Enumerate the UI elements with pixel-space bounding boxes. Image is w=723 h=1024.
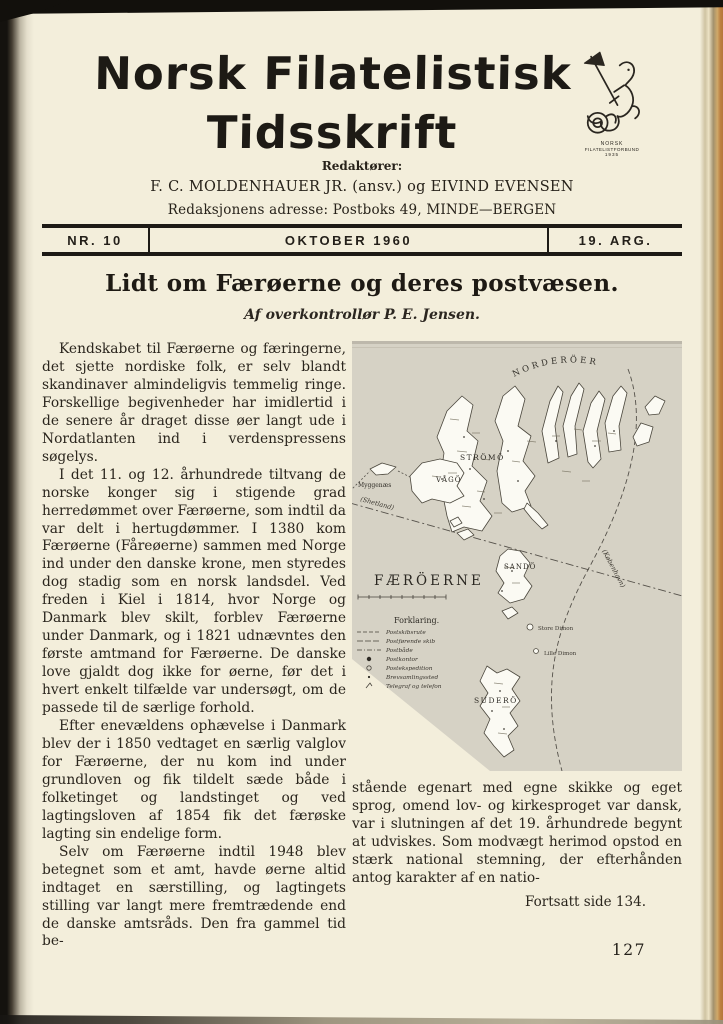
federation-emblem <box>562 50 662 157</box>
issue-date: OKTOBER 1960 <box>150 228 549 252</box>
issue-info-bar <box>42 224 682 256</box>
scan-edge-left <box>0 0 34 1024</box>
map-label-sudero: SUDERÖ <box>474 696 518 705</box>
map-label-vago: VÅGÖ <box>436 476 462 484</box>
issue-number: NR. 10 <box>42 228 150 252</box>
paragraph: Selv om Færøerne indtil 1948 blev betegnet som et amt, havde øerne altid indtaget en særstilling, og lagtingets stilling var langt mere fremtrædende end de danske amtsråds. Den fra gammel tid be- <box>42 843 346 950</box>
masthead-title-line2: Tidsskrift <box>206 106 458 159</box>
continued-on-page-note: Fortsatt side 134. <box>525 893 646 910</box>
legend-item-label: Postbåde <box>386 648 413 654</box>
map-legend-title: Forklaring. <box>394 616 440 625</box>
editors-names: F. C. MOLDENHAUER JR. (ansv.) og EIVIND EVENSEN <box>150 179 574 195</box>
page-number: 127 <box>611 941 646 959</box>
emblem-caption <box>562 142 662 157</box>
map-label-sando: SANDÖ <box>504 563 537 571</box>
paragraph: stående egenart med egne skikke og eget sprog, omend lov- og kirkesproget var dansk, var i slutningen af det 19. århundrede begynt at udviskes. Som modvægt herimod opstod en stærk national stemning, der efterhånden antog karakter af en natio- <box>352 780 682 886</box>
map-label-stromo: STRÖMÖ <box>460 453 505 462</box>
editors-label: Redaktører: <box>321 159 403 173</box>
paragraph: Kendskabet til Færøerne og færingerne, det sjette nordiske folk, er selv blandt skandinaver almindeligvis temmelig ringe. Forskellige begivenheder har imidlertid i de senere år draget disse øer langt ude i Nordatlanten ind i verdenspressens søgelys. <box>42 341 346 465</box>
scan-edge-bottom <box>0 1015 723 1024</box>
paragraph: I det 11. og 12. århundrede tiltvang de norske konger sig i stigende grad herredømmet over Færøerne, som indtil da var delt i hertugdømmer. I 1380 kom Færøerne (Fåreøerne) sammen med Norge ind under den danske krone, men styredes dog stadig som en norsk landsdel. Ved freden i Kiel i 1814, hvor Norge og Danmark blev skilt, forblev Færøerne under Danmark, og i 1821 udnævntes den første amtmand for Færøerne. De danske love gjaldt dog ikke for øerne, før det i hvert enkelt tilfælde var undersøgt, om de passede til de særlige forhold. <box>42 466 346 717</box>
issue-volume: 19. ARG. <box>578 232 653 248</box>
map-title: FÆRÖERNE <box>374 573 484 589</box>
map-label-store-dimon: Store Dimon <box>538 626 574 632</box>
legend-item-label: Postskibsrute <box>386 630 426 636</box>
article-left-column <box>42 341 346 951</box>
article-byline: Af overkontrollør P. E. Jensen. <box>244 307 480 323</box>
editorial-address: Redaksjonens adresse: Postboks 49, MINDE—BERGEN <box>167 202 557 218</box>
emblem-caption-line1: NORSK <box>600 141 624 147</box>
legend-item-label: Postkontor <box>386 657 418 663</box>
masthead-title-line1: Norsk Filatelistisk <box>93 47 573 100</box>
legend-item-label: Postførende skib <box>386 639 436 645</box>
article-title: Lidt om Færøerne og deres postvæsen. <box>105 270 619 297</box>
masthead-title <box>54 44 611 162</box>
emblem-caption-line3: 1935 <box>604 152 620 157</box>
map-label-lille-dimon: Lille Dimon <box>544 651 577 657</box>
article-right-column <box>352 341 682 910</box>
paragraph: Efter enevældens ophævelse i Danmark blev der i 1850 vedtaget en særlig valglov for Færøerne, der nu kom ind under grundloven og fik tildelt sæde både i folketinget og landstinget og ved lagtingsloven af 1854 fik det færøske lagting sin endelige form. <box>42 718 346 842</box>
lion-posthorn-emblem-icon <box>573 50 651 136</box>
map-label-norderoer: NORDERÖER <box>511 355 600 380</box>
map-route-label-shetland: (Shetland) <box>359 495 395 512</box>
masthead-subhead <box>42 159 682 218</box>
scan-edge-right <box>700 0 723 1024</box>
map-route-label-kobenhavn: (København) <box>600 548 627 589</box>
faroe-islands-map <box>352 341 682 771</box>
emblem-caption-line2: FILATELISTFORBUND <box>584 147 640 152</box>
legend-item-label: Postekspedition <box>386 666 433 672</box>
scan-edge-top <box>0 0 723 14</box>
legend-item-label: Telegraf og telefon <box>386 684 442 690</box>
legend-item-label: Brevsamlingssted <box>386 675 439 681</box>
article-continuation <box>352 780 682 888</box>
map-label-myggenaes: Myggenæs <box>358 482 392 489</box>
